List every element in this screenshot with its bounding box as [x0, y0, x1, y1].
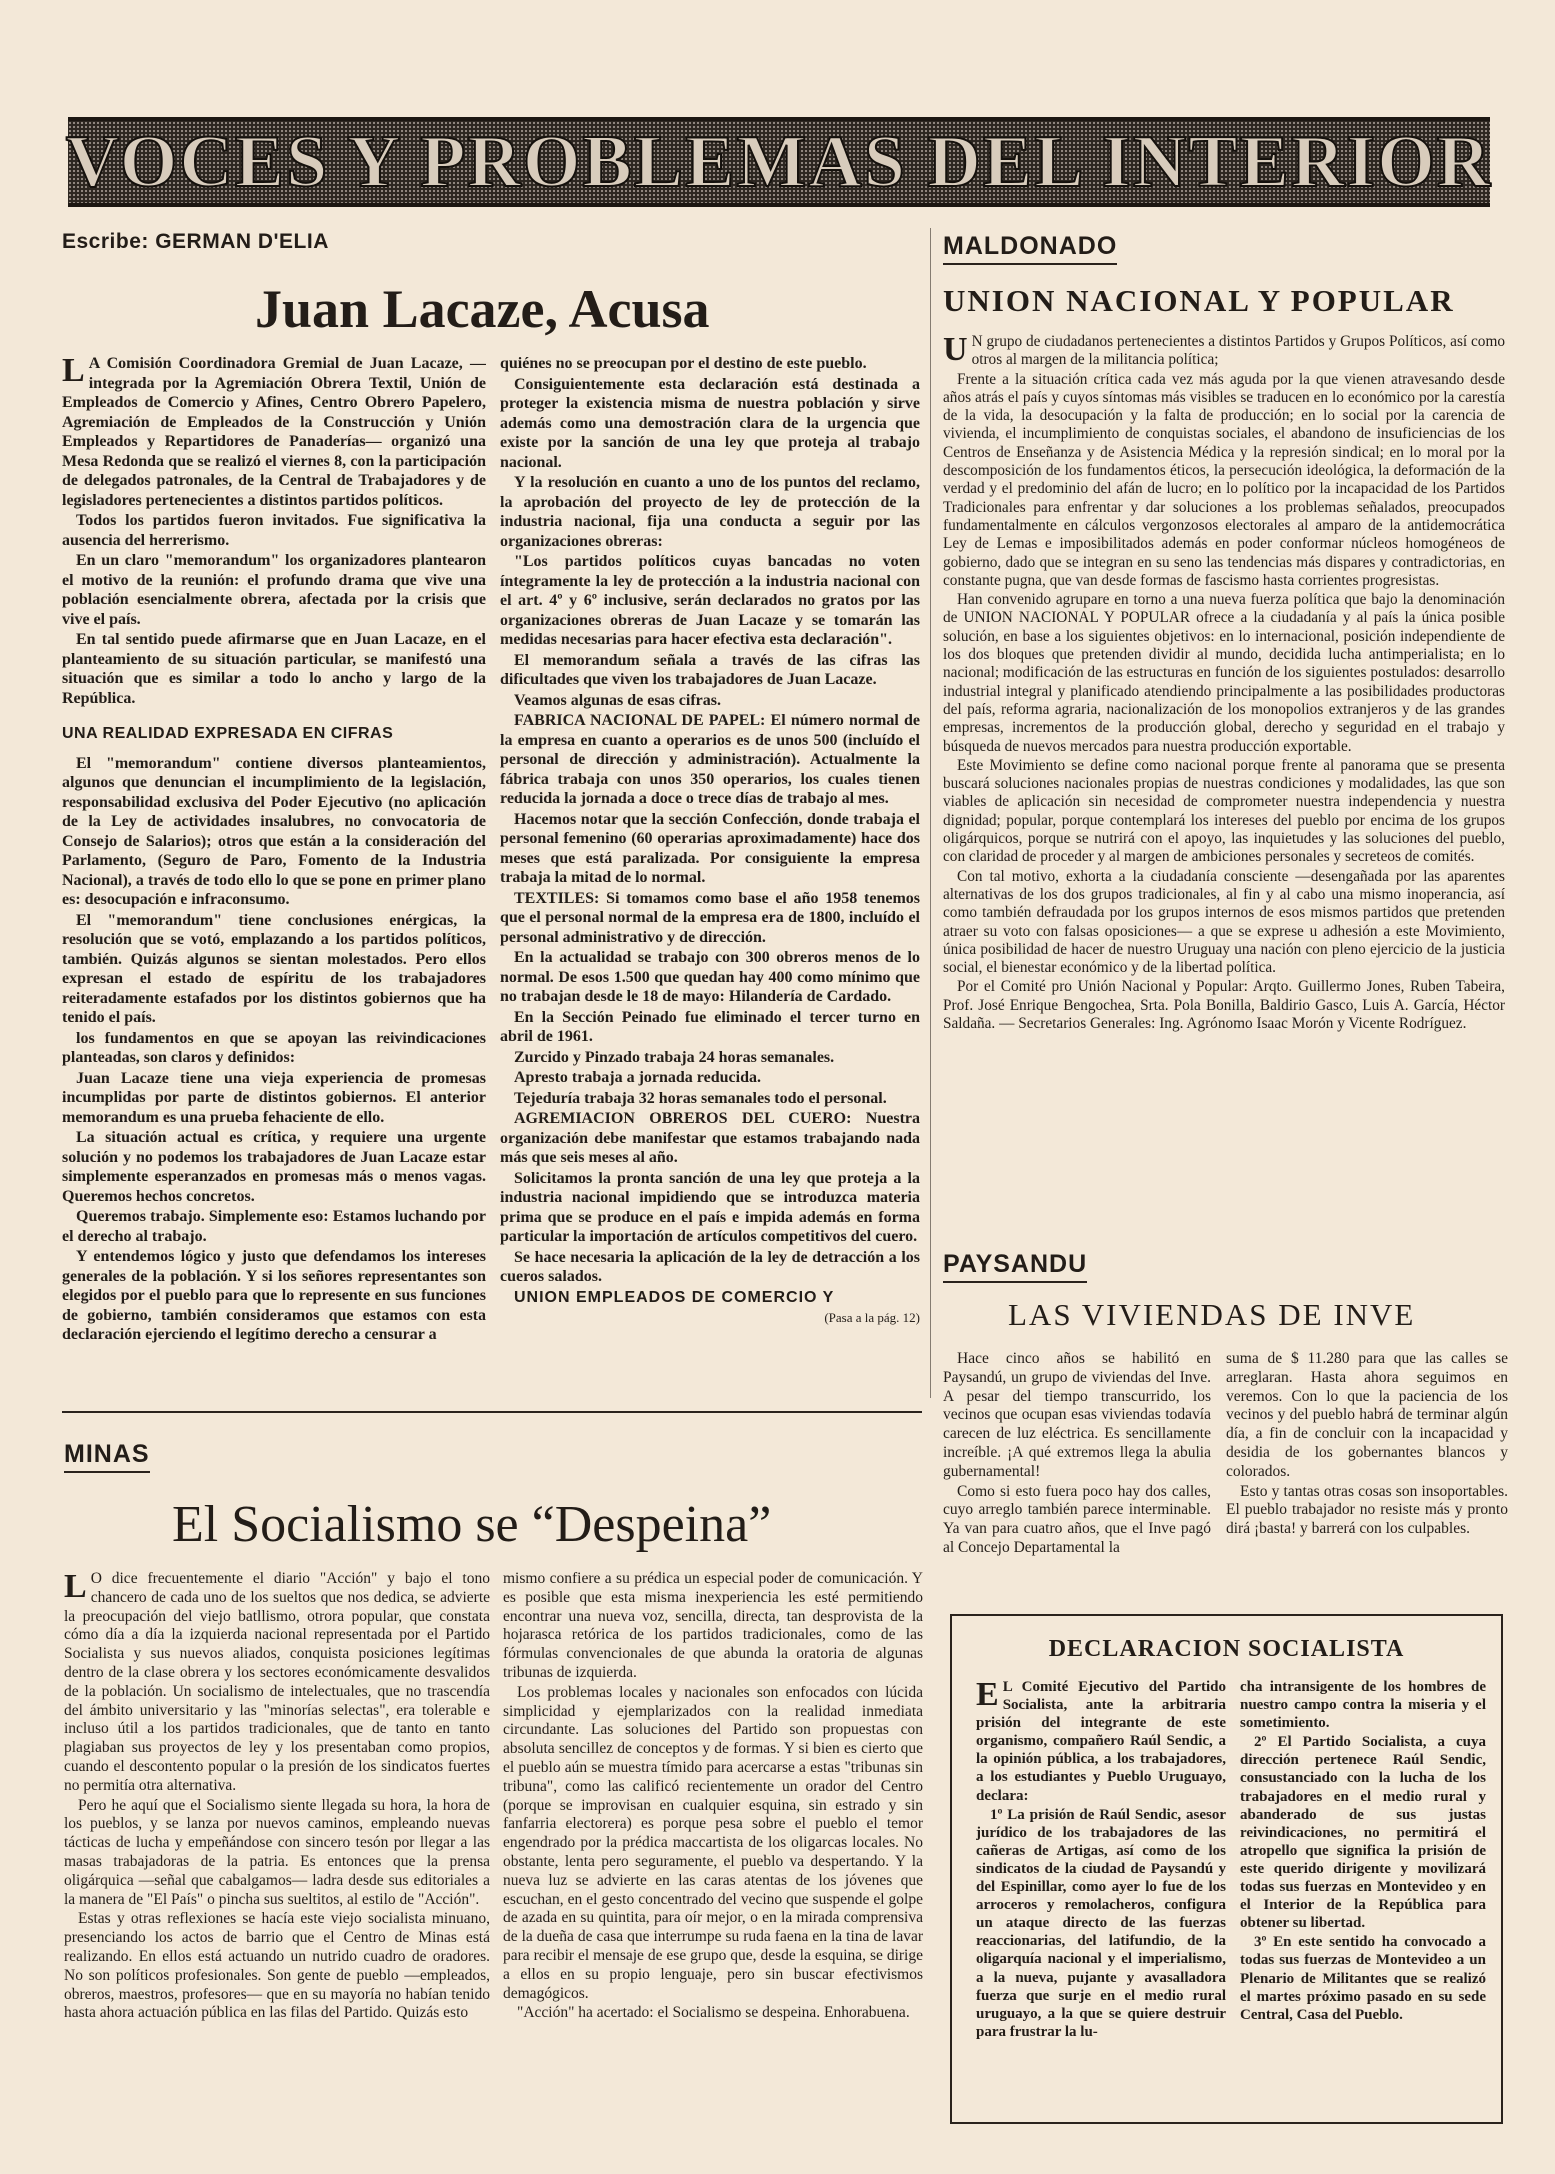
paragraph: En un claro "memorandum" los organizadores plantearon el motivo de la reunión: el profundo drama que vive una población esencialmente obrera, afectada por la crisis que vive el país. — [62, 552, 486, 628]
subheading: UNA REALIDAD EXPRESADA EN CIFRAS — [62, 725, 394, 742]
paragraph: EL Comité Ejecutivo del Partido Socialista, ante la arbitraria prisión del integrante de este organismo, compañero Raúl Sendic, a la opinión pública, a los trabajadores, a los estudiantes y Pueblo Uruguayo, declara: — [976, 1678, 1226, 1804]
section-maldonado: MALDONADO — [943, 232, 1117, 265]
paragraph: Los problemas locales y nacionales son enfocados con lúcida simplicidad y ejemplarizados con la realidad inmediata circundante. Las soluciones del Partido son propuestas con absoluta sencillez de conceptos y de formas. Y si bien es cierto que el pueblo aún se muestra tímido para acercarse a estas "tribunas sin tribuna", como las calificó recientemente un orador del Centro (porque se improvisan en cualquier esquina, sin estrado y sin fanfarria electorera) es porque pesa sobre el pueblo el temor engendrado por la prédica maccartista de los oligarcas locales. No obstante, lenta pero seguramente, el pueblo va despertando. Y la nueva luz se advierte en las caras atentas de los jóvenes que escuchan, en el gesto concentrado del vecino que suspende el golpe de azada en su quintita, para oír mejor, o en la mirada comprensiva de la dueña de casa que interrumpe su ruda faena en la tina de lavar para recibir el mensaje de ese grupo que, desde la esquina, se dirige a ellos en su propio lenguaje, pero sin buscar efectivismos demagógicos. — [503, 1683, 923, 2002]
paragraph: Con tal motivo, exhorta a la ciudadanía consciente —desengañada por las aparentes alternativas de los dos grupos tradicionales, al fin y al cabo una mismo inoperancia, así como también defraudada por los grupos internos de esos mismos partidos que pretenden atraer su voto con falsas oposiciones— a que se exprese u adhesión a este Movimiento, única posibilidad de hacer de nuestro Uruguay una nación con pleno ejercicio de la justicia social, el bienestar económico y de la libertad política. — [943, 867, 1505, 977]
continued-note: (Pasa a la pág. 12) — [824, 1310, 920, 1325]
paragraph: mismo confiere a su prédica un especial poder de comunicación. Y es posible que esta misma inexperiencia les esté permitiendo encontrar una nueva voz, sencilla, directa, tan desprovista de la hojarasca retórica de los partidos tradicionales, como de las fórmulas convencionales de que abunda la oratoria de algunas tribunas de izquierda. — [503, 1570, 923, 1681]
banner-title: VOCES Y PROBLEMAS DEL INTERIOR — [65, 120, 1493, 203]
paragraph: los fundamentos en que se apoyan las reivindicaciones planteadas, son claros y definidos: — [62, 1029, 486, 1066]
declaracion-box — [950, 1614, 1503, 2124]
paragraph: FABRICA NACIONAL DE PAPEL: El número normal de la empresa en cuanto a operarios es de unos 500 (incluído el personal de dirección y administración). Actualmente la fábrica trabaja con unos 350 operarios, los cuales tienen reducida la jornada a doce o trece días de trabajo al mes. — [500, 712, 920, 807]
paragraph: Todos los partidos fueron invitados. Fue significativa la ausencia del herrerismo. — [62, 512, 486, 549]
headline-maldonado: UNION NACIONAL Y POPULAR — [943, 283, 1455, 318]
paragraph: En tal sentido puede afirmarse que en Juan Lacaze, en el planteamiento de su situación particular, se manifestó una situación que es similar a todo lo ancho y largo de la República. — [62, 631, 486, 707]
section-paysandu: PAYSANDU — [943, 1250, 1087, 1283]
headline-paysandu: LAS VIVIENDAS DE INVE — [1008, 1297, 1416, 1332]
paragraph: "Los partidos políticos cuyas bancadas no voten íntegramente la ley de protección a la industria nacional con el art. 4º y 6º inclusive, serán declarados no gratos por las organizaciones obreras de Juan Lacaze y se tomarán las medidas necesarias para hacer efectiva esta declaración". — [500, 553, 920, 648]
paragraph: Y entendemos lógico y justo que defendamos los intereses generales de la población. Y si los señores representantes son elegidos por el pueblo para que lo represente en sus funciones de gobierno, también consideramos que estamos con esta declaración ejerciendo el legítimo derecho a censurar a — [62, 1248, 486, 1343]
paragraph: AGREMIACION OBREROS DEL CUERO: Nuestra organización debe manifestar que estamos trabajando nada más que seis meses al año. — [500, 1110, 920, 1166]
paysandu-column-1 — [943, 1350, 1211, 1600]
byline: Escribe: GERMAN D'ELIA — [62, 230, 329, 253]
section-divider — [62, 1411, 922, 1413]
paragraph: Zurcido y Pinzado trabaja 24 horas semanales. — [514, 1048, 835, 1066]
paragraph: 1º La prisión de Raúl Sendic, asesor jurídico de los trabajadores de las cañeras de Artigas, así como de los sindicatos de la ciudad de Paysandú y del Espinillar, como ayer lo fue de los arroceros y remolacheros, configura un ataque directo de las fuerzas reaccionarias, del latifundio, de la oligarquía nacional y el imperialismo, a la nueva, pujante y avasalladora fuerza que surje en el medio rural uruguayo, a la que se quiere destruir para frustrar la lu- — [976, 1806, 1226, 2040]
lacaze-column-2 — [500, 354, 920, 1400]
paragraph: "Acción" ha acertado: el Socialismo se despeina. Enhorabuena. — [517, 2004, 910, 2022]
paragraph: Juan Lacaze tiene una vieja experiencia de promesas incumplidas por parte de distintos gobiernos. El anterior memorandum es una prueba fehaciente de ello. — [62, 1069, 486, 1126]
headline-minas: El Socialismo se “Despeina” — [172, 1496, 772, 1553]
paragraph: Por el Comité pro Unión Nacional y Popular: Arqto. Guillermo Jones, Ruben Tabeira, Prof. José Enrique Bengochea, Srta. Pola Bonilla, Baldirio Gasco, Luis A. García, Héctor Saldaña. — Secretarios Generales: Ing. Agrónomo Isaac Morón y Vicente Rodríguez. — [943, 978, 1505, 1032]
paragraph: quiénes no se preocupan por el destino de este pueblo. — [500, 355, 867, 372]
paragraph: 2º El Partido Socialista, a cuya dirección pertenece Raúl Sendic, consustanciado con la lucha de los trabajadores en el medio rural y abanderado de sus justas reivindicaciones, no permitirá el atropello que significa la prisión de este querido dirigente y movilizará todas sus fuerzas en Montevideo y en el Interior de la República para obtener su libertad. — [1240, 1734, 1486, 1932]
declaracion-title: DECLARACION SOCIALISTA — [1048, 1636, 1405, 1662]
headline-lacaze: Juan Lacaze, Acusa — [255, 279, 710, 339]
declaracion-column-2 — [1240, 1678, 1486, 2118]
paragraph: Se hace necesaria la aplicación de la ley de detracción a los cueros salados. — [500, 1248, 920, 1285]
maldonado-body — [943, 333, 1505, 1245]
paragraph: Estas y otras reflexiones se hacía este viejo socialista minuano, presenciando los actos de barrio que el Centro de Minas está realizando. En ellos está actuando un nutrido cuadro de oradores. No son políticos profesionales. Son gente de pueblo —empleados, obreros, maestros, profesores— que en su mayoría no habían tenido hasta ahora actuación pública en las filas del Partido. Quizás esto — [64, 1910, 490, 2022]
paragraph: suma de $ 11.280 para que las calles se arreglaran. Hasta ahora seguimos en veremos. Con lo que la paciencia de los vecinos y del pueblo habrá de terminar algún día, a fin de concluir con la incapacidad y desidia de los gobernantes blancos y colorados. — [1226, 1350, 1508, 1480]
paragraph: Veamos algunas de esas cifras. — [514, 691, 721, 709]
paragraph: Solicitamos la pronta sanción de una ley que proteja a la industria nacional impidiendo que se introduzca materia prima que se produce en el país e impida además en forma particular la importación de artículos competitivos del cuero. — [500, 1169, 920, 1245]
signature: UNION EMPLEADOS DE COMERCIO Y — [514, 1288, 835, 1306]
paragraph: UN grupo de ciudadanos pertenecientes a distintos Partidos y Grupos Políticos, así como otros al margen de la militancia política; — [943, 333, 1505, 369]
paragraph: Apresto trabaja a jornada reducida. — [514, 1069, 761, 1086]
column-divider — [930, 228, 931, 1398]
minas-column-1 — [64, 1570, 490, 2130]
paragraph: Frente a la situación crítica cada vez más aguda por la que vienen atravesando desde años atrás el país y cuyos síntomas más visibles se traducen en lo económico por la carestía de la vida, la desocupación y la falta de producción; en lo social por la carencia de vivienda, el incumplimiento de conquistas sociales, el abandono de insuficiencias de los Centros de Enseñanza y de Asistencia Médica y la represión sindical; en lo moral por la descomposición de los fundamentos éticos, la persecución ideológica, la deformación de la verdad y el predominio del afán de lucro; en lo político por la incapacidad de los Partidos Tradicionales para enfrentar y dar soluciones a los problemas señalados, preocupados fundamentalmente en cálculos vergonzosos electorales al amparo de la antidemocrática Ley de Lemas e imposibilitados además en poder conformar núcleos homogéneos de gobierno, dado que se integran en su seno las tendencias más dispares y contradictorias, en constante pugna, que van desde formas de fascismo hasta corrientes progresistas. — [943, 370, 1505, 589]
paragraph: Hacemos notar que la sección Confección, donde trabaja el personal femenino (60 operarias aproximadamente) hace dos meses que está paralizada. Por consiguiente la empresa trabaja la mitad de lo normal. — [500, 810, 920, 886]
paragraph: LO dice frecuentemente el diario "Acción" y bajo el tono chancero de cada uno de los sueltos que nos dedica, se advierte la preocupación del viejo batllismo, otrora popular, que constata cómo día a día la izquierda nacional representada por el Partido Socialista y sus nuevos aliados, conquista posiciones legítimas dentro de la clase obrera y los sectores económicamente desvalidos de la población. Un socialismo de intelectuales, que no trascendía del ámbito universitario y las "minorías selectas", era tolerable e incluso útil a los partidos tradicionales, que de tanto en tanto plagiaban sus proyectos de ley y los presentaban como propios, cuando el descontento popular o la presión de los sindicatos fuertes no permitía otra alternativa. — [64, 1570, 490, 1794]
lacaze-column-1 — [62, 354, 486, 1400]
paragraph: TEXTILES: Si tomamos como base el año 1958 tenemos que el personal normal de la empresa era de 1800, incluído el personal administrativo y de dirección. — [500, 889, 920, 946]
section-minas: MINAS — [64, 1440, 150, 1473]
paragraph: En la Sección Peinado fue eliminado el tercer turno en abril de 1961. — [500, 1008, 920, 1045]
paragraph: Han convenido agrupare en torno a una nueva fuerza política que bajo la denominación de UNION NACIONAL Y POPULAR ofrece a la ciudadanía y al país la única posible solución, en base a los siguientes objetivos: en lo internacional, posición independiente de los dos bloques que pretenden dividir al mundo, decidida lucha antimperialista; en lo nacional; modificación de las estructuras en función de los siguientes postulados: desarrollo industrial integral y planificado atendiendo principalmente a las posibilidades productoras del país, reforma agraria, nacionalización de los monopolios extranjeros y de las grandes empresas, incrementos de la producción global, derecho y seguridad en el trabajo y búsqueda de nuevos mercados para nuestra producción exportable. — [943, 591, 1505, 755]
paragraph: El memorandum señala a través de las cifras las dificultades que viven los trabajadores de Juan Lacaze. — [500, 651, 920, 688]
paragraph: En la actualidad se trabajo con 300 obreros menos de lo normal. De esos 1.500 que quedan hay 400 como mínimo que no trabajan desde le 18 de mayo: Hilandería de Cardado. — [500, 949, 920, 1005]
paragraph: Como si esto fuera poco hay dos calles, cuyo arreglo también parece interminable. Ya van para cuatro años, que el Inve pagó al Concejo Departamental la — [943, 1482, 1211, 1556]
paragraph: Consiguientemente esta declaración está destinada a proteger la existencia misma de nuestra población y sirve además como una demostración clara de la urgencia que existe por la sanción de una ley que proteja al trabajo nacional. — [500, 375, 920, 471]
paysandu-column-2 — [1226, 1350, 1508, 1600]
paragraph: El "memorandum" contiene diversos planteamientos, algunos que denuncian el incumplimiento de la legislación, responsabilidad exclusiva del Poder Ejecutivo (no aplicación de la Ley de actividades insalubres, no convocatoria de Consejo de Salarios); otros que están a la consideración del Parlamento, (Seguro de Paro, Fomento de la Industria Nacional), a través de todo ello lo que se pone en primer plano es: desocupación e infraconsumo. — [62, 754, 486, 908]
paragraph: 3º En este sentido ha convocado a todas sus fuerzas de Montevideo a un Plenario de Militantes que se realizó el martes próximo pasado en su sede Central, Casa del Pueblo. — [1240, 1934, 1486, 2023]
paragraph: La situación actual es crítica, y requiere una urgente solución y no podemos los trabajadores de Juan Lacaze estar simplemente esperanzados en promesas más o menos vagas. Queremos hechos concretos. — [62, 1129, 486, 1205]
paragraph: LA Comisión Coordinadora Gremial de Juan Lacaze, —integrada por la Agremiación Obrera Textil, Unión de Empleados de Comercio y Afines, Centro Obrero Papelero, Agremiación de Empleados de la Construcción y Unión Empleados y Repartidores de Panaderías— organizó una Mesa Redonda que se realizó el viernes 8, con la participación de delegados patronales, de la Central de Trabajadores y de legisladores pertenecientes a distintos partidos políticos. — [62, 354, 486, 509]
paragraph: cha intransigente de los hombres de nuestro campo contra la miseria y el sometimiento. — [1240, 1679, 1486, 1732]
paragraph: Y la resolución en cuanto a uno de los puntos del reclamo, la aprobación del proyecto de ley de protección de la industria nacional, fija una conducta a seguir por las organizaciones obreras: — [500, 474, 920, 550]
paragraph: El "memorandum" tiene conclusiones enérgicas, la resolución que se votó, emplazando a los partidos políticos, también. Quizás algunos se sientan molestados. Pero ellos expresan el estado de espíritu de los trabajadores reiteradamente estafados por los distintos gobiernos que ha tenido el país. — [62, 911, 486, 1026]
minas-column-2 — [503, 1570, 923, 2130]
declaracion-column-1 — [976, 1678, 1226, 2118]
paragraph: Esto y tantas otras cosas son insoportables. El pueblo trabajador no resiste más y pronto dirá ¡basta! y barrerá con los culpables. — [1226, 1482, 1508, 1538]
page-banner — [65, 117, 1493, 207]
paragraph: Hace cinco años se habilitó en Paysandú, un grupo de viviendas del Inve. A pesar del tiempo transcurrido, los vecinos que ocupan esas viviendas todavía carecen de luz eléctrica. Es sencillamente increíble. ¡A qué extremos llega la abulia gubernamental! — [943, 1350, 1211, 1480]
paragraph: Queremos trabajo. Simplemente eso: Estamos luchando por el derecho al trabajo. — [62, 1208, 486, 1245]
paragraph: Pero he aquí que el Socialismo siente llegada su hora, la hora de los pueblos, y se lanza por nuevos caminos, empleando nuevas tácticas de lucha y empeñándose con sincero tesón por llegar a las masas trabajadoras de la patria. Es entonces que la prensa oligárquica —señal que cabalgamos— ladra desde sus editoriales a la manera de "El País" o pincha sus sueltitos, al estilo de "Acción". — [64, 1796, 490, 1908]
paragraph: Tejeduría trabaja 32 horas semanales todo el personal. — [514, 1089, 887, 1107]
paragraph: Este Movimiento se define como nacional porque frente al panorama que se presenta buscará soluciones nacionales propias de nuestras condiciones y modalidades, las que son viables de aplicación sin necesidad de comprometer nuestra independencia y nuestra dignidad; popular, porque contemplará los intereses del pueblo por encima de los grupos oligárquicos, porque se nutrirá con el apoyo, las inquietudes y las soluciones del pueblo, con claridad de proceder y al margen de ambiciones personales y secreteos de comités. — [943, 756, 1505, 866]
